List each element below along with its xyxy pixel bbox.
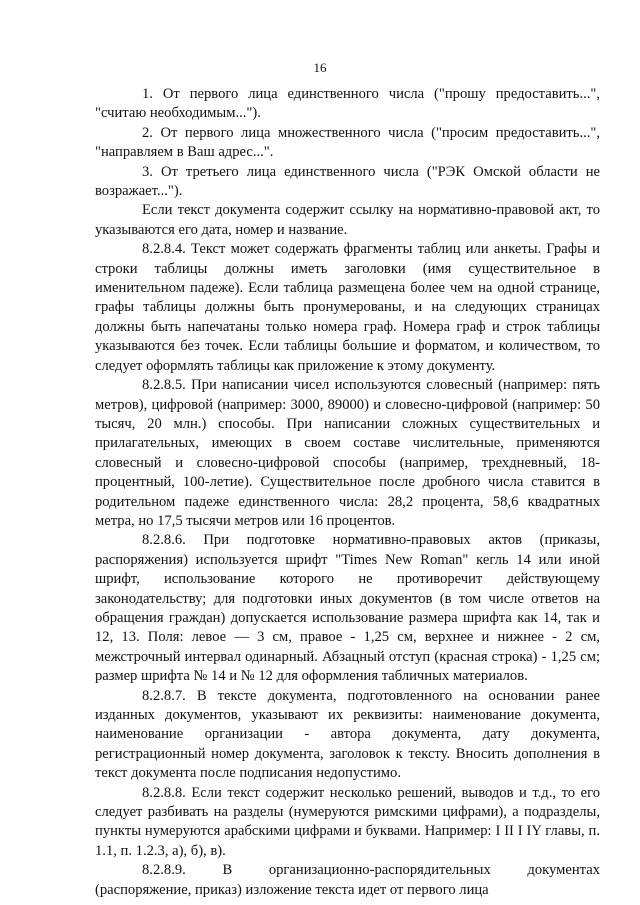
document-body [95, 85, 600, 900]
paragraph-8-2-8-5: 8.2.8.5. При написании чисел используются словесный (например: пять метров), цифровой (например: 3000, 89000) и словесно-цифровой (например: 50 тысяч, 20 млн.) способы. При написании сложных существительных и прилагательных, имеющих в своем составе числительные, применяются словесный и словесно-цифровой способы (например, трехдневный, 18-процентный, 100-летие). Существительное после дробного числа ставится в родительном падеже единственного числа: 28,2 процента, 58,6 квадратных метра, но 17,5 тысячи метров или 16 процентов. [95, 377, 600, 529]
page-number: 16 [313, 60, 327, 75]
paragraph-first-person-plural: 2. От первого лица множественного числа ("просим предоставить...", "направляем в Ваш адрес...". [95, 124, 600, 161]
paragraph-first-person-singular: 1. От первого лица единственного числа ("прошу предоставить...", "считаю необходимым..."). [95, 86, 600, 122]
paragraph-third-person-singular: 3. От третьего лица единственного числа ("РЭК Омской области не возражает..."). [95, 163, 600, 200]
paragraph-legal-reference: Если текст документа содержит ссылку на нормативно-правовой акт, то указываются его дата, номер и название. [95, 202, 600, 238]
paragraph-8-2-8-6: 8.2.8.6. При подготовке нормативно-правовых актов (приказы, распоряжения) используется шрифт "Times New Roman" кегль 14 или иной шрифт, использование которого не противоречит действующему законодательству; для подготовки иных документов (в том числе ответов на обращения граждан) допускается использование размера шрифта как 14, так и 12, 13. Поля: левое — 3 см, правое - 1,25 см, верхнее и нижнее - 2 см, межстрочный интервал одинарный. Абзацный отступ (красная строка) - 1,25 см; размер шрифта № 14 и № 12 для оформления табличных материалов. [95, 532, 600, 685]
paragraph-8-2-8-4: 8.2.8.4. Текст может содержать фрагменты таблиц или анкеты. Графы и строки таблицы должны иметь заголовки (имя существительное в именительном падеже). Если таблица размещена более чем на одной странице, графы таблицы должны быть пронумерованы, и на следующих страницах должны быть напечатаны только номера граф. Номера граф и строк таблицы указываются без точек. Если таблицы большие и форматом, и количеством, то следует оформлять таблицы как приложение к этому документу. [95, 241, 600, 374]
paragraph-8-2-8-7: 8.2.8.7. В тексте документа, подготовленного на основании ранее изданных документов, указывают их реквизиты: наименование документа, наименование организации - автора документа, дату документа, регистрационный номер документа, заголовок к тексту. Вносить дополнения в текст документа после подписания недопустимо. [95, 687, 600, 782]
paragraph-8-2-8-8: 8.2.8.8. Если текст содержит несколько решений, выводов и т.д., то его следует разбивать на разделы (нумеруются римскими цифрами), а подразделы, пункты нумеруются арабскими цифрами и буквами. Например: I II I IY главы, п. 1.1, п. 1.2.3, а), б), в). [95, 784, 600, 859]
paragraph-8-2-8-9: 8.2.8.9. В организационно-распорядительных документах (распоряжение, приказ) изложение текста идет от первого лица [95, 862, 600, 898]
